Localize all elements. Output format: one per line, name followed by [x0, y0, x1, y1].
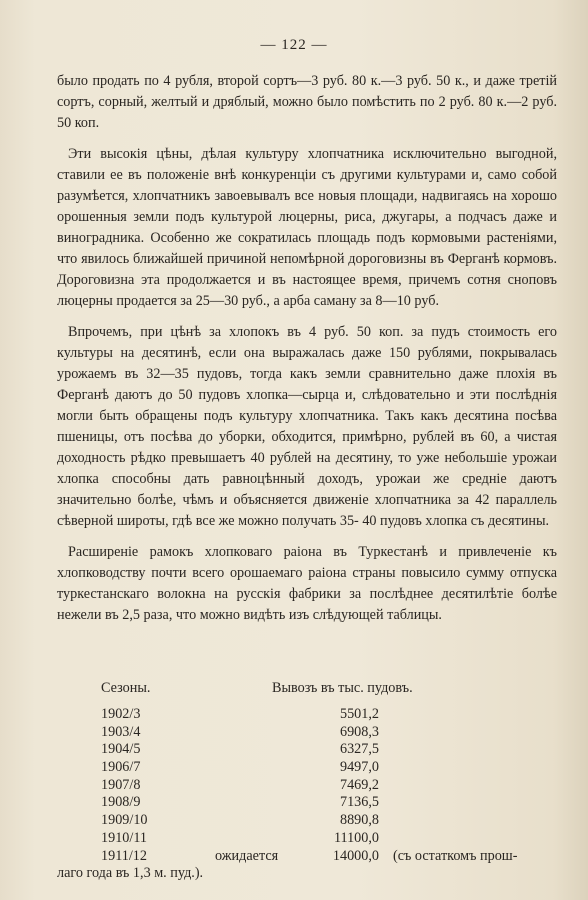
table-row	[57, 830, 557, 848]
note-cell: ожидается	[215, 847, 279, 864]
table-body	[57, 706, 557, 865]
season-cell: 1908/9	[101, 794, 141, 811]
value-cell: 6327,5	[339, 741, 379, 758]
season-cell: 1911/12	[101, 847, 147, 864]
table-row	[57, 848, 557, 866]
season-cell: 1904/5	[101, 741, 141, 758]
export-table	[57, 676, 557, 883]
season-cell: 1902/3	[101, 706, 141, 722]
value-cell: 14000,0	[332, 847, 379, 864]
paragraph: было продать по 4 рубля, второй сортъ—3 руб. 80 к.—3 руб. 50 к., и даже третій сортъ, сорный, желтый и дряблый, можно было помѣстить по 2 руб. 80 к.—2 руб. 50 коп.	[57, 73, 557, 131]
paragraph: Расширеніе рамокъ хлопковаго раіона въ Туркестанѣ и привлеченіе къ хлопководству почти всего орошаемаго раіона страны повысило сумму отпуска туркестанскаго волокна на русскія фабрики за послѣднее десятилѣтіе болѣе нежели въ 2,5 раза, что можно видѣть изъ слѣдующей таблицы.	[57, 544, 557, 623]
value-cell: 11100,0	[333, 829, 379, 846]
column-header-export: Вывозъ въ тыс. пудовъ.	[272, 680, 413, 696]
body-text	[57, 71, 557, 626]
table-row	[57, 741, 557, 759]
value-cell: 9497,0	[339, 759, 379, 776]
table-row	[57, 794, 557, 812]
table-row	[57, 777, 557, 795]
paragraph: Эти высокія цѣны, дѣлая культуру хлопчатника исключительно выгодной, ставили ее въ положеніе внѣ конкуренціи съ другими культурами и, само собой разумѣется, хлопчатникъ завоевывалъ все новыя площади, надвигаясь на хорошо орошенныя земли подъ культурой люцерны, риса, джугары, а подчасъ даже и виноградника. Особенно же сократилась площадь подъ кормовыми растеніями, что явилось ближайшей причиной непомѣрной дороговизны въ Ферганѣ кормовъ. Дороговизна эта продолжается и въ настоящее время, причемъ сотня сноповъ люцерны продается за 25—30 руб., а арба саману за 8—10 руб.	[57, 146, 557, 309]
table-row	[57, 759, 557, 777]
value-cell: 6908,3	[339, 723, 379, 740]
page-number: — 122 —	[260, 37, 328, 53]
table-header	[57, 676, 557, 706]
value-cell: 5501,2	[339, 706, 379, 722]
table-row	[57, 724, 557, 742]
paragraph: Впрочемъ, при цѣнѣ за хлопокъ въ 4 руб. 50 коп. за пудъ стоимость его культуры на десятинѣ, если она выражалась даже 150 рублями, покрывалась урожаемъ въ 32—35 пудовъ, тогда какъ земли сравнительно даже плохія въ Ферганѣ даютъ до 50 пудовъ хлопка—сырца и, слѣдовательно и эти послѣднія могли быть обращены подъ культуру хлопчатника. Такъ какъ десятина посѣва пшеницы, отъ посѣва до уборки, обходится, примѣрно, рублей въ 60, а чистая доходность рѣдко превышаетъ 40 рублей на десятину, то уже небольшіе урожаи хлопка способны дать равноцѣнный доходъ, урожаи же средніе даютъ значительно болѣе, чѣмъ и объясняется движеніе хлопчатника за 42 параллель сѣверной широты, гдѣ все же можно получать 35- 40 пудовъ хлопка съ десятины.	[57, 324, 557, 529]
table-row	[57, 706, 557, 724]
season-cell: 1906/7	[101, 759, 141, 776]
table-row	[57, 812, 557, 830]
season-cell: 1910/11	[101, 829, 147, 846]
value-cell: 7469,2	[339, 776, 379, 793]
season-cell: 1909/10	[101, 812, 148, 829]
column-header-seasons: Сезоны.	[101, 680, 151, 696]
continuation-text: лаго года въ 1,3 м. пуд.).	[57, 865, 204, 882]
season-cell: 1903/4	[101, 723, 141, 740]
value-cell: 7136,5	[339, 794, 379, 811]
tail-cell: (съ остаткомъ прош-	[393, 847, 518, 864]
season-cell: 1907/8	[101, 776, 141, 793]
table-note-continuation	[57, 865, 557, 883]
value-cell: 8890,8	[339, 812, 379, 829]
